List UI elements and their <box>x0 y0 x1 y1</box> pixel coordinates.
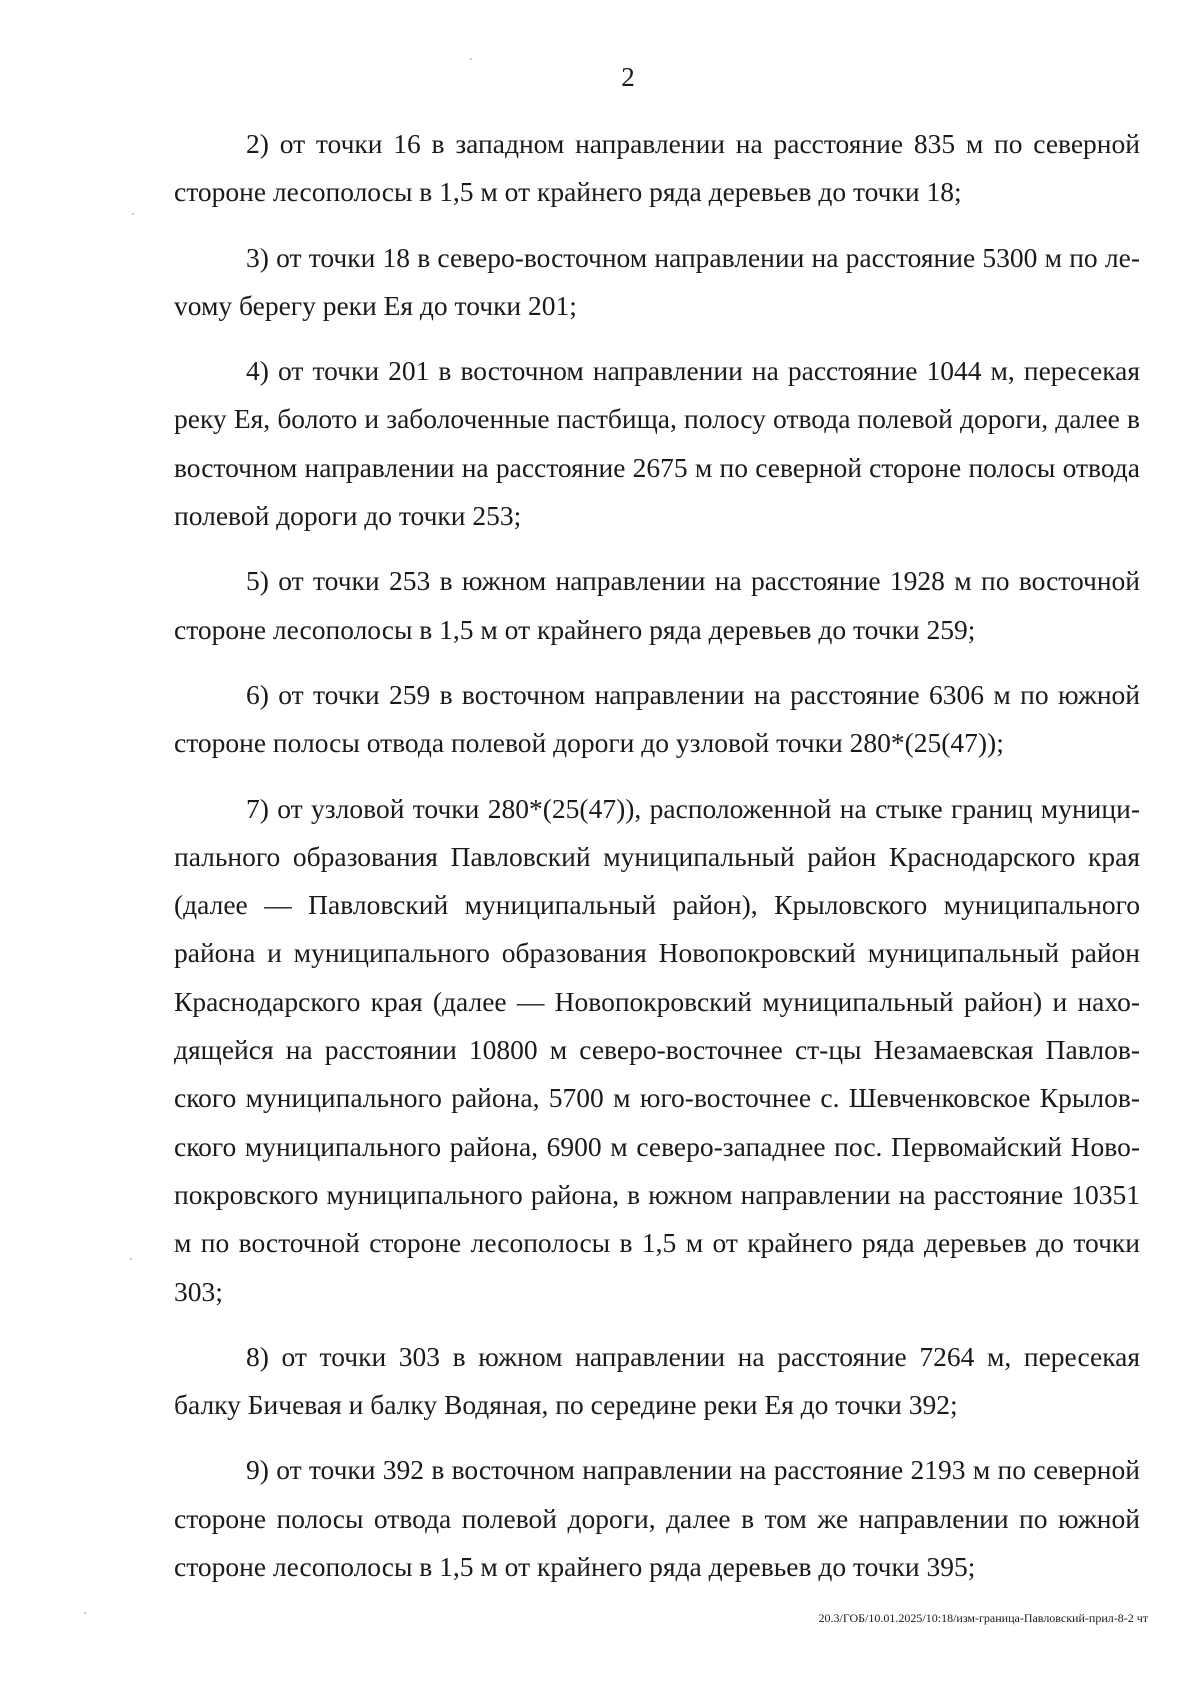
paragraph-item-8: 8) от точки 303 в южном направлении на расстояние 7264 м, пересекая балку Бичевая и балку Водяная, по середине реки Ея до точки 392; <box>174 1340 1140 1421</box>
scan-speck <box>132 213 134 215</box>
paragraph-item-6: 6) от точки 259 в восточном направлении на расстояние 6306 м по южной стороне полосы отвода полевой дороги до узловой точки 280*(25(47)); <box>174 678 1140 759</box>
paragraph-item-4: 4) от точки 201 в восточном направлении на расстояние 1044 м, пересекая реку Ея, болото и заболоченные пастбища, полосу отвода полевой дороги, далее в восточном направлении на расстояние 2675 м по северной стороне полосы отвода полевой дороги до точки 253; <box>174 355 1140 532</box>
document-footer-code: 20.3/ГОБ/10.01.2025/10:18/изм-граница-Павловский-прил-8-2 чт <box>818 1611 1148 1625</box>
scan-speck <box>130 1258 132 1260</box>
paragraph-item-2: 2) от точки 16 в западном направлении на расстояние 835 м по северной стороне лесополосы в 1,5 м от крайнего ряда деревьев до точки 18; <box>174 128 1140 208</box>
paragraph-item-9: 9) от точки 392 в восточном направлении на расстояние 2193 м по северной стороне полосы отвода полевой дороги, далее в том же направлении по южной стороне лесополосы в 1,5 м от крайнего ряда деревьев до точки 395; <box>174 1454 1140 1583</box>
paragraph-item-3: 3) от точки 18 в северо-восточном направлении на расстояние 5300 м по леvому берегу реки Ея до точки 201; <box>174 241 1140 321</box>
paragraph-item-7: 7) от узловой точки 280*(25(47)), расположенной на стыке границ муниципального образования Павловский муниципальный район Краснодарского края (далее — Павловский муниципальный район), Крыловского муниципального района и муниципального образования Новопокровский муниципальный район Краснодарского края (далее — Новопокровский муниципальный район) и находящейся на расстоянии 10800 м северо-восточнее ст-цы Незамаевская Павловского муниципального района, 5700 м юго-восточнее с. Шевченковское Крыловского муниципального района, 6900 м северо-западнее пос. Первомайский Новопокровского муниципального района, в южном направлении на расстояние 10351 м по восточной стороне лесополосы в 1,5 м от крайнего ряда деревьев до точки 303; <box>174 792 1140 1307</box>
document-body <box>174 120 1140 1608</box>
paragraph-item-5: 5) от точки 253 в южном направлении на расстояние 1928 м по восточной стороне лесополосы в 1,5 м от крайнего ряда деревьев до точки 259; <box>174 565 1140 645</box>
scan-speck <box>470 58 472 60</box>
scan-speck <box>84 1612 86 1614</box>
page-number: 2 <box>621 62 635 92</box>
